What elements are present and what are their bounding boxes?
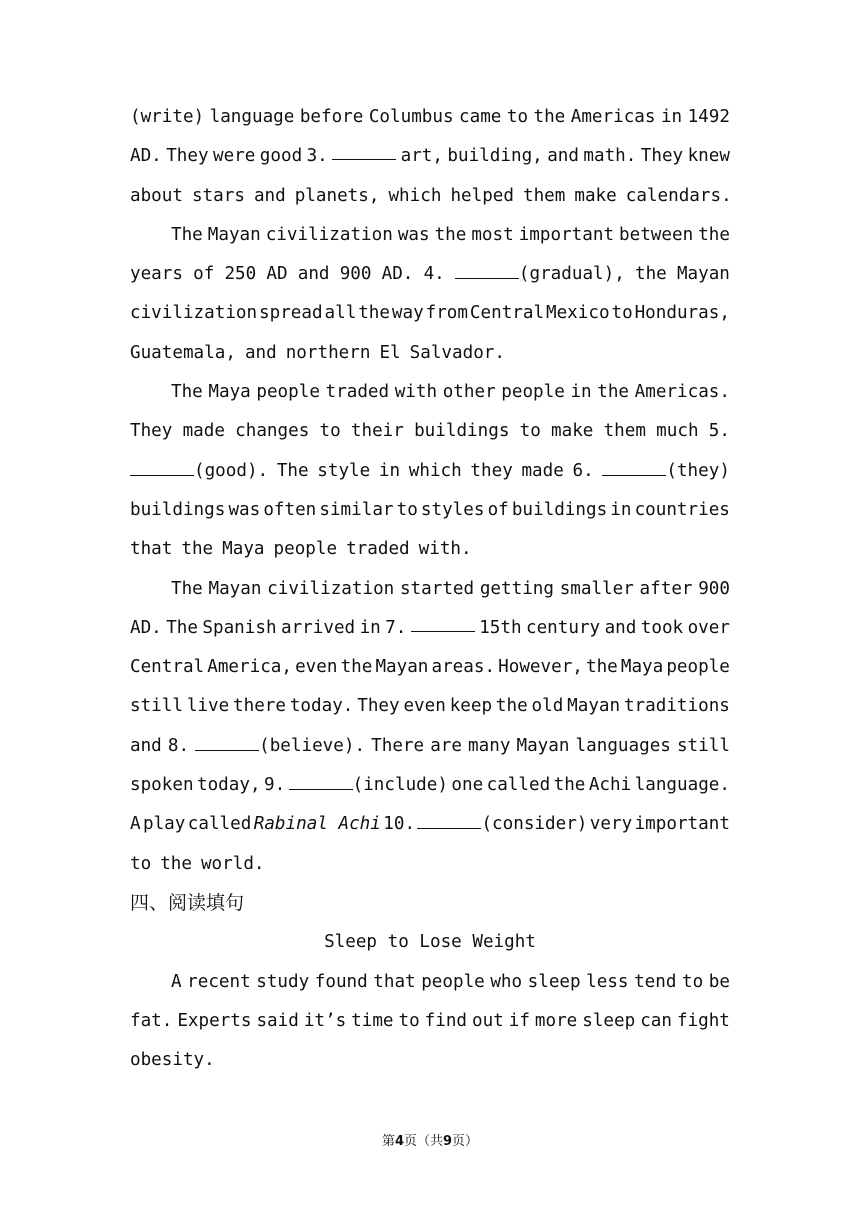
- word: Americas: [570, 107, 656, 127]
- answer-blank-8[interactable]: [195, 728, 259, 751]
- text-line: [130, 491, 730, 530]
- word: to: [682, 971, 704, 992]
- word: of: [193, 264, 215, 285]
- word: AD.: [130, 146, 162, 167]
- word: called: [486, 775, 551, 796]
- word: made: [182, 421, 225, 442]
- text-line: [130, 216, 730, 255]
- text-line: [130, 530, 730, 569]
- word: many: [468, 735, 511, 756]
- word: knew: [687, 146, 730, 167]
- hint-word: (include): [352, 775, 448, 796]
- word: people: [421, 971, 485, 992]
- word: and: [244, 342, 277, 363]
- word: came: [459, 107, 502, 127]
- text-line: [130, 412, 730, 451]
- word: traditions: [623, 696, 730, 717]
- word: the: [698, 224, 730, 245]
- word: tend: [634, 971, 677, 992]
- word: buildings: [511, 499, 608, 520]
- word: out: [472, 1010, 504, 1031]
- word: way: [391, 303, 424, 324]
- word: 7.: [385, 617, 407, 638]
- word: Experts: [177, 1010, 252, 1031]
- word: the: [160, 853, 192, 874]
- word: to: [398, 1010, 420, 1031]
- word: called: [187, 814, 252, 835]
- word: make: [551, 421, 594, 442]
- word: were: [213, 146, 256, 167]
- word: live: [186, 696, 230, 717]
- word: the: [358, 303, 390, 324]
- answer-blank-7[interactable]: [411, 609, 475, 632]
- word: to: [130, 853, 152, 874]
- word: spoken: [130, 775, 194, 796]
- word: still: [130, 696, 183, 717]
- word: Maya: [222, 539, 265, 560]
- word: stars: [191, 185, 245, 206]
- word: the: [340, 657, 373, 678]
- word: the: [586, 657, 618, 678]
- word: Mayan: [567, 696, 621, 717]
- word: who: [490, 971, 523, 992]
- word: obesity.: [130, 1050, 215, 1071]
- word: 8.: [167, 735, 190, 756]
- word: world.: [200, 853, 265, 874]
- word: and: [547, 146, 579, 167]
- text-line: [130, 1041, 730, 1080]
- word: 900: [339, 264, 372, 285]
- word: They: [640, 146, 684, 167]
- word: they: [470, 460, 513, 481]
- word: with.: [418, 539, 472, 560]
- text-line: [130, 687, 730, 726]
- word: A: [130, 814, 141, 835]
- word: with: [394, 382, 438, 403]
- word: people: [501, 382, 565, 403]
- text-line: [130, 1002, 730, 1041]
- word: fight: [676, 1010, 730, 1031]
- word: find: [424, 1010, 468, 1031]
- word: to: [519, 421, 541, 442]
- word: their: [350, 421, 404, 442]
- text-line: [130, 727, 730, 766]
- word: 1492: [687, 107, 730, 127]
- word: spread: [259, 303, 323, 324]
- word: other: [442, 382, 496, 403]
- word: to: [611, 303, 633, 324]
- word: The: [276, 460, 309, 481]
- word: important: [518, 224, 615, 245]
- hint-word: (believe).: [259, 735, 366, 756]
- word: helped: [450, 185, 514, 206]
- word: They: [357, 696, 400, 717]
- text-line: [130, 766, 730, 805]
- word: traded: [325, 382, 390, 403]
- word: areas.: [431, 657, 496, 678]
- answer-blank-4[interactable]: [455, 256, 519, 279]
- word: and: [297, 264, 330, 285]
- text-line: [130, 177, 730, 216]
- word: people: [273, 539, 338, 560]
- footer-page-total: 9: [443, 1134, 453, 1149]
- word: today,: [197, 775, 261, 796]
- word: after: [639, 578, 693, 599]
- word: There: [371, 735, 425, 756]
- word: similar: [319, 499, 394, 520]
- word: 900: [698, 578, 730, 599]
- word: civilization: [267, 578, 395, 599]
- word: art,: [400, 146, 443, 167]
- word: the: [434, 224, 467, 245]
- word: civilization: [130, 303, 258, 324]
- text-line: [130, 963, 730, 1002]
- passage-title: Sleep to Lose Weight: [324, 932, 536, 953]
- word: the: [553, 775, 586, 796]
- footer-page-number: 4: [394, 1134, 404, 1149]
- word: which: [408, 460, 462, 481]
- word: in: [610, 499, 632, 520]
- word: planets,: [294, 185, 380, 206]
- word: Mayan: [516, 735, 570, 756]
- word: style: [317, 460, 371, 481]
- word: time: [351, 1010, 394, 1031]
- word: even: [403, 696, 446, 717]
- word: still: [676, 735, 730, 756]
- word: the: [495, 696, 528, 717]
- word: over: [687, 617, 730, 638]
- word: fat.: [130, 1010, 173, 1031]
- word: 15th: [479, 617, 522, 638]
- word: countries: [634, 499, 730, 520]
- word: sleep: [527, 971, 581, 992]
- word: AD.: [381, 264, 414, 285]
- word: which: [388, 185, 442, 206]
- word: languages: [575, 735, 671, 756]
- word: math.: [583, 146, 637, 167]
- text-line: [130, 845, 730, 884]
- word: They: [166, 146, 209, 167]
- word: AD: [266, 264, 288, 285]
- word: all: [324, 303, 357, 324]
- word: arrived: [280, 617, 356, 638]
- word: Honduras,: [634, 303, 730, 324]
- word: 6.: [572, 460, 594, 481]
- text-line: [130, 805, 730, 844]
- word: them: [523, 185, 566, 206]
- word: The: [171, 382, 203, 403]
- word: recent: [187, 971, 251, 992]
- word: AD.: [130, 617, 162, 638]
- word: was: [397, 224, 430, 245]
- word: play: [143, 814, 186, 835]
- word: the: [635, 264, 667, 285]
- word: Mayan: [207, 224, 261, 245]
- hint-word: (good).: [194, 460, 269, 481]
- word: language.: [634, 775, 730, 796]
- text-line: [130, 570, 730, 609]
- word: and: [604, 617, 637, 638]
- word: was: [228, 499, 261, 520]
- word: years: [130, 264, 183, 285]
- word: between: [619, 224, 694, 245]
- word: language: [209, 107, 295, 127]
- word: Mayan: [208, 578, 262, 599]
- word: calendars.: [625, 185, 732, 206]
- hint-word: (gradual),: [518, 264, 625, 285]
- word: civilization: [265, 224, 393, 245]
- word: less: [586, 971, 629, 992]
- word: However,: [498, 657, 583, 678]
- answer-blank-5[interactable]: [130, 453, 194, 476]
- answer-blank-9[interactable]: [289, 767, 353, 790]
- word: to: [396, 499, 418, 520]
- word: found: [314, 971, 368, 992]
- word: and: [130, 735, 162, 756]
- word: El: [379, 342, 401, 363]
- word: 5.: [708, 421, 730, 442]
- word: Maya: [208, 382, 251, 403]
- word: building,: [447, 146, 543, 167]
- word: one: [451, 775, 484, 796]
- word: be: [708, 971, 730, 992]
- word: in: [359, 617, 381, 638]
- word: the: [533, 107, 566, 127]
- word: buildings: [130, 499, 226, 520]
- answer-blank-6[interactable]: [602, 453, 666, 476]
- word: Mayan: [676, 264, 730, 285]
- word: in: [378, 460, 401, 481]
- word: Columbus: [368, 107, 454, 127]
- text-line: [130, 255, 730, 294]
- word: Guatemala,: [130, 342, 236, 363]
- word: said: [256, 1010, 299, 1031]
- answer-blank-3[interactable]: [332, 137, 396, 160]
- footer-middle: 页（共: [403, 1134, 443, 1149]
- word: traded: [346, 539, 410, 560]
- word: in: [570, 382, 592, 403]
- word: to: [319, 421, 341, 442]
- word: changes: [235, 421, 310, 442]
- word: study: [256, 971, 310, 992]
- word: the: [181, 539, 214, 560]
- word: most: [471, 224, 514, 245]
- word: very: [589, 814, 633, 835]
- word: the: [597, 382, 630, 403]
- word: important: [634, 814, 730, 835]
- word: of: [487, 499, 509, 520]
- word: are: [430, 735, 462, 756]
- word: century: [526, 617, 601, 638]
- word: 3.: [306, 146, 328, 167]
- text-line: [130, 609, 730, 648]
- word: Mexico: [546, 303, 610, 324]
- word: about: [130, 185, 183, 206]
- word: old: [531, 696, 564, 717]
- word: even: [295, 657, 338, 678]
- word: A: [171, 971, 182, 992]
- word: Central: [130, 657, 205, 678]
- word: that: [373, 971, 416, 992]
- answer-blank-10[interactable]: [417, 806, 481, 829]
- hint-word: (they): [666, 460, 730, 481]
- word: The: [171, 578, 203, 599]
- word: and: [253, 185, 286, 206]
- word: sleep: [582, 1010, 636, 1031]
- word: Achi: [588, 775, 632, 796]
- word: getting: [479, 578, 554, 599]
- word: started: [399, 578, 475, 599]
- word: make: [574, 185, 617, 206]
- word: good: [259, 146, 303, 167]
- word: Americas.: [634, 382, 730, 403]
- word: They: [130, 421, 173, 442]
- word: can: [640, 1010, 672, 1031]
- play-title: Rabinal Achi: [253, 814, 381, 835]
- word: Salvador.: [409, 342, 505, 363]
- word: that: [130, 539, 173, 560]
- text-line: [130, 648, 730, 687]
- word: before: [299, 107, 364, 127]
- word: there: [233, 696, 286, 717]
- word: made: [521, 460, 564, 481]
- word: often: [263, 499, 317, 520]
- hint-word: (consider): [481, 814, 588, 835]
- footer-prefix: 第: [381, 1134, 395, 1149]
- word: 10.: [383, 814, 416, 835]
- word: much: [656, 421, 699, 442]
- section-heading: 四、阅读填句: [130, 891, 245, 914]
- word: 250: [224, 264, 257, 285]
- word: 4.: [423, 264, 445, 285]
- word: more: [534, 1010, 578, 1031]
- word: in: [660, 107, 683, 127]
- text-line: [130, 452, 730, 491]
- word: Central: [469, 303, 545, 324]
- word: people: [666, 657, 730, 678]
- text-line: [130, 294, 730, 333]
- text-line: [130, 334, 730, 373]
- word: today.: [289, 696, 354, 717]
- word: smaller: [559, 578, 634, 599]
- word: America,: [207, 657, 292, 678]
- word: it’s: [303, 1010, 347, 1031]
- word: from: [425, 303, 468, 324]
- word: took: [640, 617, 684, 638]
- page-footer: [0, 1130, 860, 1149]
- text-line: [130, 137, 730, 176]
- word: if: [508, 1010, 530, 1031]
- word: to: [506, 107, 529, 127]
- word: Spanish: [202, 617, 277, 638]
- text-line: [130, 373, 730, 412]
- word: keep: [449, 696, 493, 717]
- word: them: [603, 421, 646, 442]
- word: (write): [130, 107, 205, 127]
- word: The: [166, 617, 198, 638]
- text-line: [130, 98, 730, 137]
- document-body: [130, 98, 730, 1080]
- word: Mayan: [375, 657, 429, 678]
- word: northern: [285, 342, 371, 363]
- word: Maya: [620, 657, 664, 678]
- word: styles: [420, 499, 485, 520]
- footer-suffix: 页）: [452, 1134, 479, 1149]
- word: buildings: [414, 421, 510, 442]
- word: 9.: [264, 775, 286, 796]
- word: The: [171, 224, 203, 245]
- word: people: [256, 382, 320, 403]
